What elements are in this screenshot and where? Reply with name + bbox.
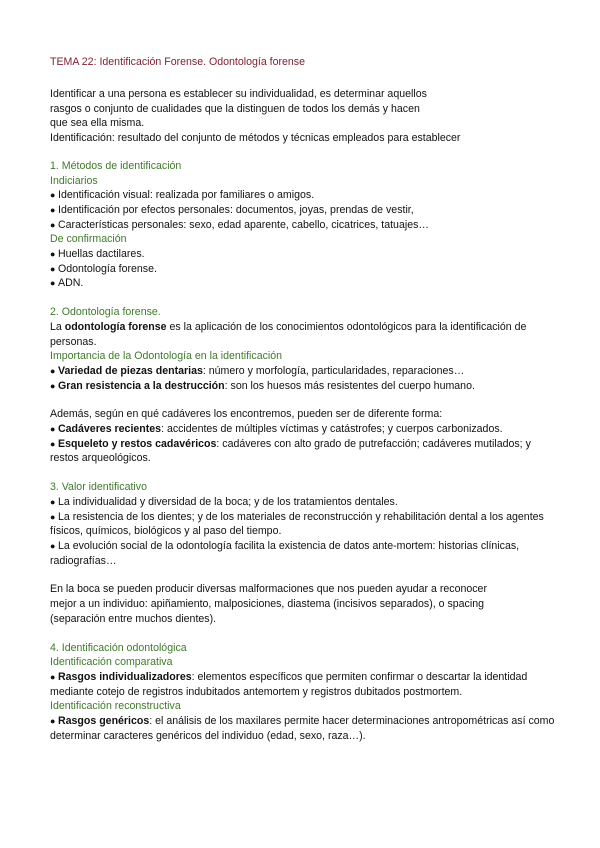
bullet-icon: ● bbox=[50, 511, 56, 522]
list-item: ● Esqueleto y restos cadavéricos: cadáveres con alto grado de putrefacción; cadáveres mutilados; y restos arqueológicos. bbox=[50, 437, 531, 465]
section-3-heading: 3. Valor identificativo bbox=[50, 481, 147, 494]
bullet-icon: ● bbox=[50, 365, 56, 376]
list-item: ● Identificación por efectos personales: documentos, joyas, prendas de vestir, bbox=[50, 203, 414, 216]
bullet-icon: ● bbox=[50, 671, 56, 682]
list-item: ● Rasgos individualizadores: elementos específicos que permiten confirmar o descartar la identidad mediante cotejo de registros indubitados antemortem y registros dubitados postmortem. bbox=[50, 670, 528, 698]
document-page bbox=[50, 55, 555, 743]
section-4-sub-reconstructiva: Identificación reconstructiva bbox=[50, 700, 181, 713]
list-item: ● Cadáveres recientes: accidentes de múltiples víctimas y catástrofes; y cuerpos carbonizados. bbox=[50, 423, 503, 436]
list-item: ● Gran resistencia a la destrucción: son los huesos más resistentes del cuerpo humano. bbox=[50, 379, 475, 392]
list-item: ● Características personales: sexo, edad aparente, cabello, cicatrices, tatuajes… bbox=[50, 218, 429, 231]
section-2-sub-importancia: Importancia de la Odontología en la identificación bbox=[50, 350, 283, 363]
bullet-icon: ● bbox=[50, 496, 56, 507]
intro-definition: Identificación: resultado del conjunto de métodos y técnicas empleados para establecer bbox=[50, 132, 461, 145]
list-item: ● Odontología forense. bbox=[50, 262, 157, 275]
section-1-sub-indiciarios: Indiciarios bbox=[50, 174, 98, 187]
bullet-icon: ● bbox=[50, 438, 56, 449]
list-item: ● Identificación visual: realizada por familiares o amigos. bbox=[50, 189, 315, 202]
list-item: ● Variedad de piezas dentarias: número y morfología, particularidades, reparaciones… bbox=[50, 364, 465, 377]
list-item: ● La individualidad y diversidad de la boca; y de los tratamientos dentales. bbox=[50, 495, 398, 508]
list-item: ● Huellas dactilares. bbox=[50, 248, 145, 261]
bullet-icon: ● bbox=[50, 249, 56, 260]
bullet-icon: ● bbox=[50, 540, 56, 551]
section-2-extra: Además, según en qué cadáveres los encontremos, pueden ser de diferente forma: bbox=[50, 408, 443, 421]
list-item: ● ADN. bbox=[50, 277, 84, 290]
bullet-icon: ● bbox=[50, 204, 56, 215]
bullet-icon: ● bbox=[50, 190, 56, 201]
list-item: ● Rasgos genéricos: el análisis de los maxilares permite hacer determinaciones antropométricas así como determinar caracteres genéricos del individuo (edad, sexo, raza…). bbox=[50, 715, 555, 742]
bullet-icon: ● bbox=[50, 219, 56, 230]
section-1-sub-confirmacion: De confirmación bbox=[50, 233, 127, 246]
document-title: TEMA 22: Identificación Forense. Odontología forense bbox=[50, 56, 305, 68]
section-2-definition: La odontología forense es la aplicación de los conocimientos odontológicos para la identificación de personas. bbox=[50, 320, 527, 348]
bullet-icon: ● bbox=[50, 278, 56, 289]
bullet-icon: ● bbox=[50, 424, 56, 435]
bullet-icon: ● bbox=[50, 380, 56, 391]
list-item: ● La resistencia de los dientes; y de los materiales de reconstrucción y rehabilitación dental a los agentes físicos, químicos, biológicos y al paso del tiempo. bbox=[50, 510, 544, 538]
section-4-sub-comparativa: Identificación comparativa bbox=[50, 656, 173, 669]
bullet-icon: ● bbox=[50, 263, 56, 274]
section-1-heading: 1. Métodos de identificación bbox=[50, 159, 182, 172]
section-4-heading: 4. Identificación odontológica bbox=[50, 641, 187, 654]
section-2-heading: 2. Odontología forense. bbox=[50, 306, 161, 319]
bullet-icon: ● bbox=[50, 716, 56, 727]
section-3-extra: En la boca se pueden producir diversas malformaciones que nos pueden ayudar a reconocer mejor a un individuo: apiñamiento, malposiciones, diastema (incisivos separados), o spacing (separación entre muchos dientes). bbox=[50, 583, 487, 625]
intro-paragraph: Identificar a una persona es establecer su individualidad, es determinar aquellos rasgos o conjunto de cualidades que la distinguen de todos los demás y hacen que sea ella misma. bbox=[50, 88, 427, 130]
list-item: ● La evolución social de la odontología facilita la existencia de datos ante-mortem: historias clínicas, radiografías… bbox=[50, 539, 520, 567]
